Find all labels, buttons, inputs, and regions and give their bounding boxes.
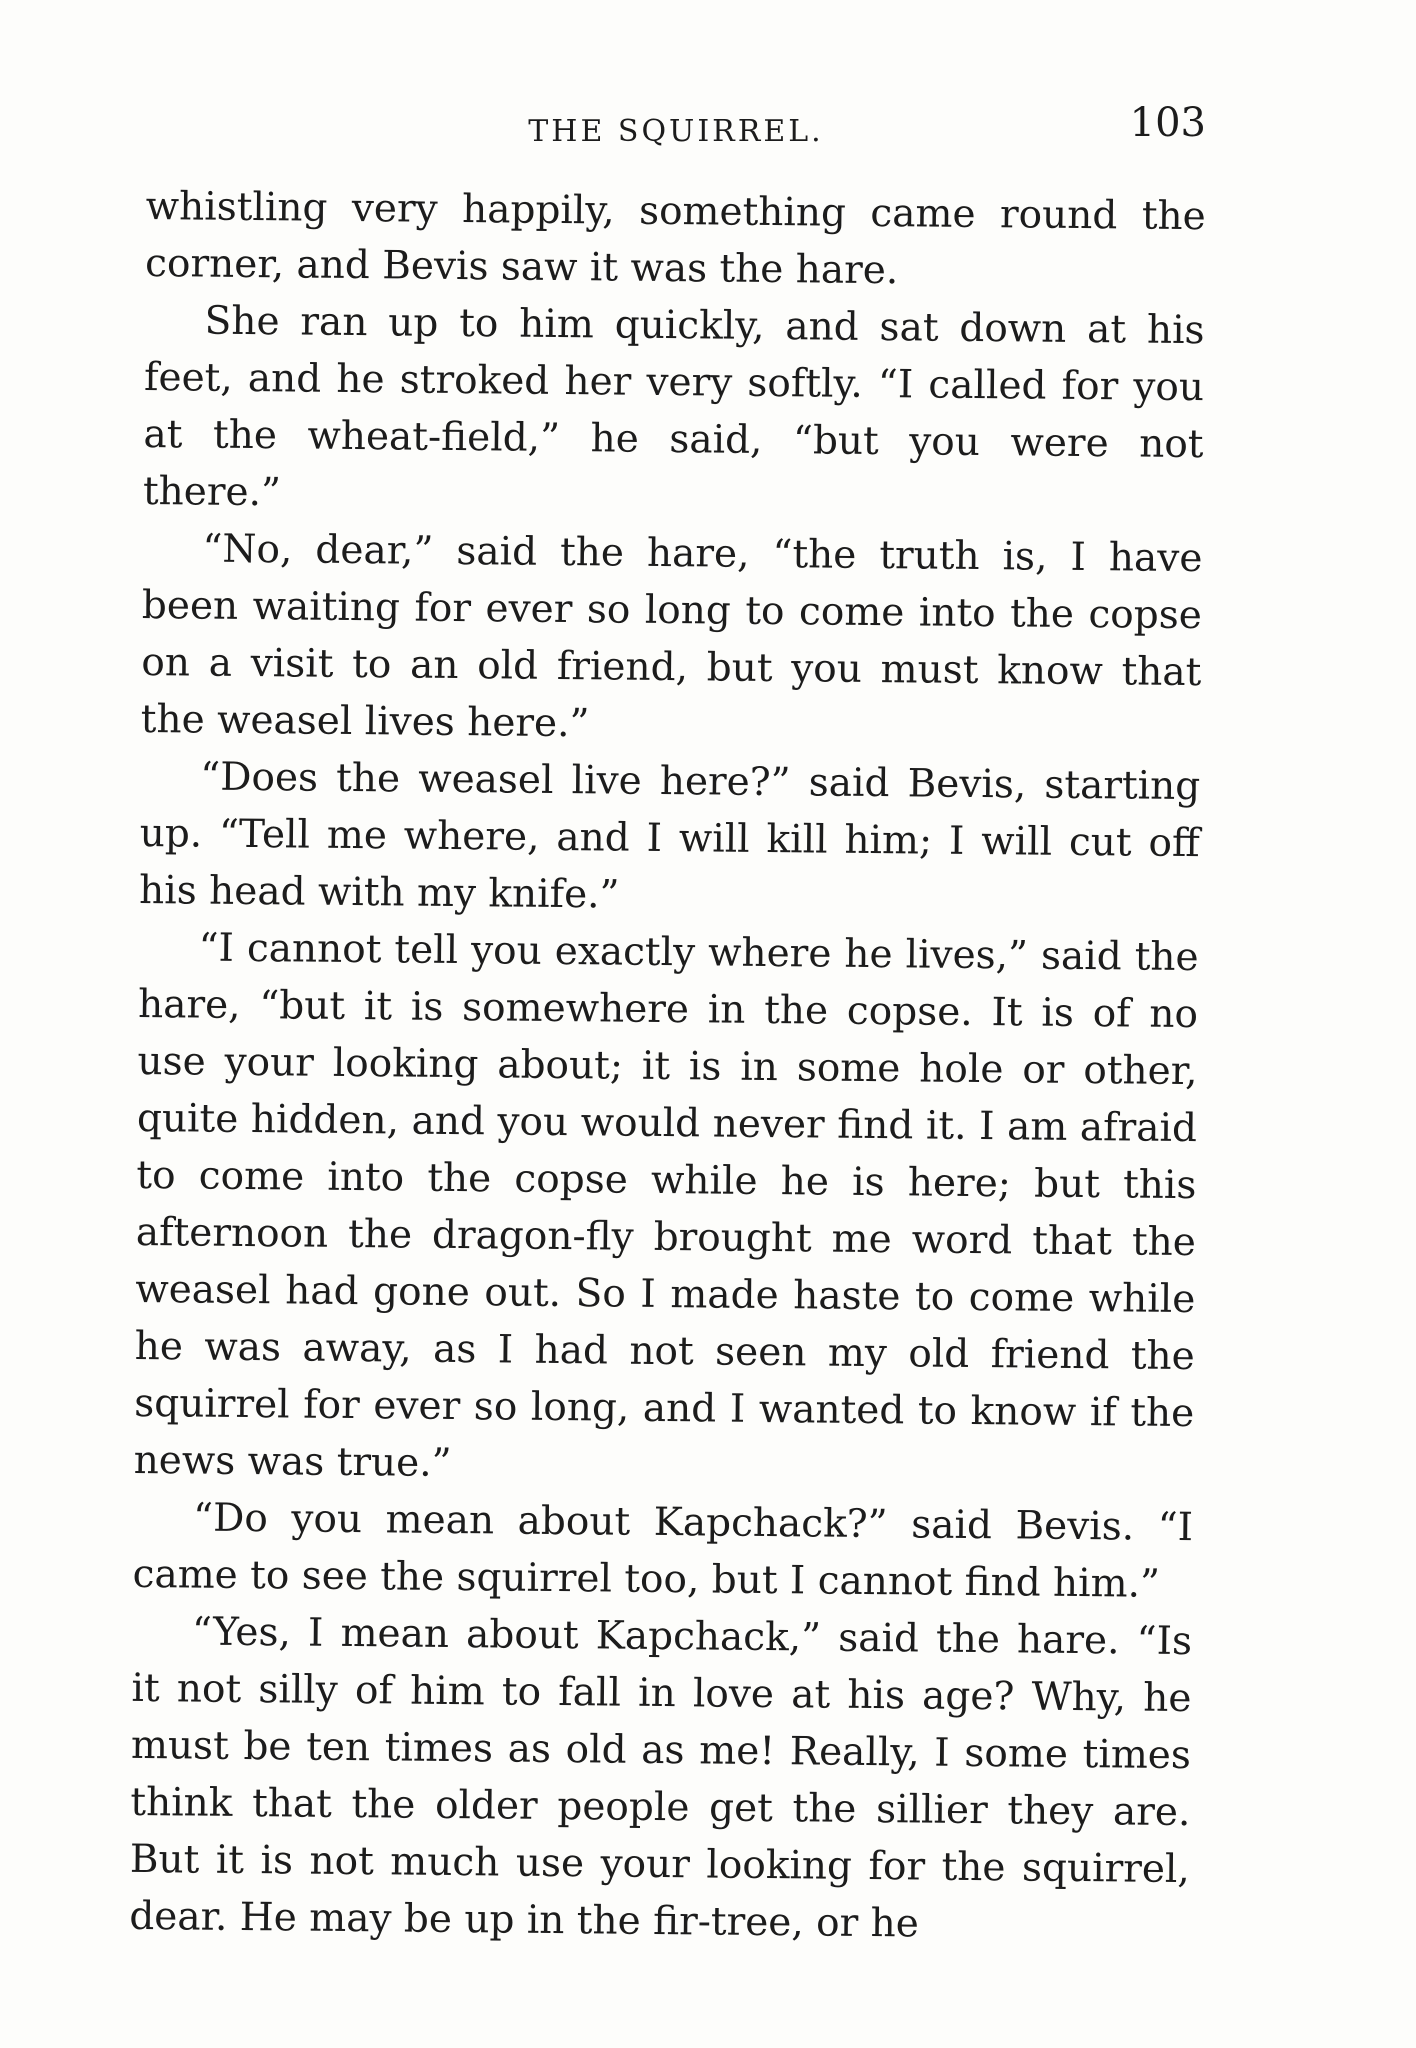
paragraph: “Does the weasel live here?” said Bevis, starting up. “Tell me where, and I will kill him; I will cut off his head with my knife.” [138,754,1201,918]
paragraph: “I cannot tell you exactly where he lives,” said the hare, “but it is somewhere in the copse. It is of no use your looking about; it is in some hole or other, quite hidden, and you would never find it. I am afraid to come into the copse while he is here; but this afternoon the dragon-fly brought me word that the weasel had gone out. So I made haste to come while he was away, as I had not seen my old friend the squirrel for ever so long, and I wanted to know if the news was true.” [133,925,1199,1486]
body-text [129,178,1206,1955]
page-header [146,100,1206,160]
paragraph: “Do you mean about Kapchack?” said Bevis. “I came to see the squirrel too, but I cannot find him.” [132,1495,1194,1607]
running-title: THE SQUIRREL. [528,114,824,149]
page-number: 103 [1129,100,1206,146]
paragraph: “Yes, I mean about Kapchack,” said the hare. “Is it not silly of him to fall in love at his age? Why, he must be ten times as old as me! Really, I some times think that the older people get the sillier they are. But it is not much use your looking for the squirrel, dear. He may be up in the fir-tree, or he [129,1609,1193,1947]
paragraph: She ran up to him quickly, and sat down at his feet, and he stroked her very softly. “I called for you at the wheat-field,” he said, “but you were not there.” [142,298,1205,516]
paragraph: “No, dear,” said the hare, “the truth is, I have been waiting for ever so long to come into the copse on a visit to an old friend, but you must know that the weasel lives here.” [140,526,1203,747]
paragraph: whistling very happily, something came round the corner, and Bevis saw it was the hare. [144,183,1206,294]
